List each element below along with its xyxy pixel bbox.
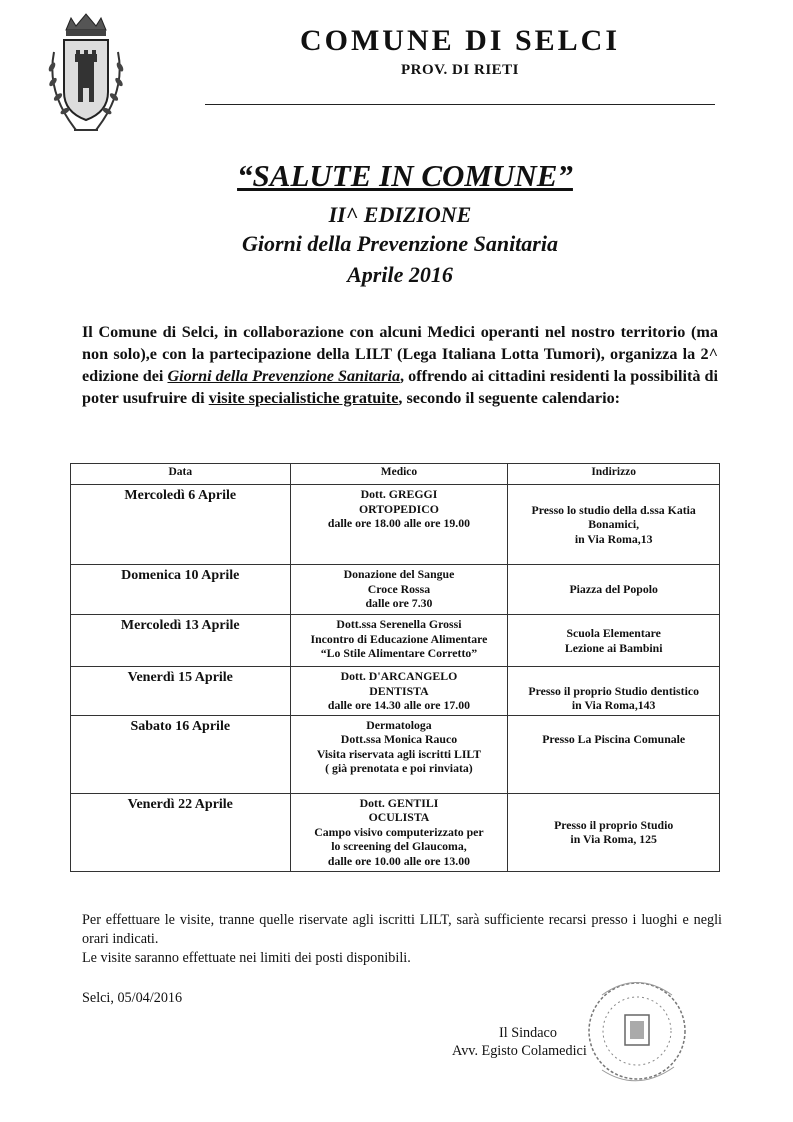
address-line: in Via Roma,13 — [574, 531, 653, 546]
edition-label: II^ EDIZIONE — [328, 202, 472, 227]
row-date: Venerdì 22 Aprile — [71, 793, 291, 871]
footer-note — [82, 911, 722, 968]
medico-line: dalle ore 18.00 alle ore 19.00 — [327, 516, 470, 530]
municipal-crest-icon — [36, 12, 136, 142]
row-date: Mercoledì 13 Aprile — [71, 615, 291, 667]
table-row — [71, 667, 720, 716]
medico-line: dalle ore 14.30 alle ore 17.00 — [327, 698, 470, 712]
medico-line: lo screening del Glaucoma, — [331, 839, 467, 853]
table-row — [71, 615, 720, 667]
schedule-table — [70, 463, 720, 872]
column-header-indirizzo: Indirizzo — [508, 464, 720, 485]
row-medico — [290, 615, 508, 667]
event-month: Aprile 2016 — [347, 262, 453, 287]
row-indirizzo — [508, 793, 720, 871]
medico-line: OCULISTA — [368, 810, 430, 824]
row-indirizzo — [508, 565, 720, 615]
official-stamp-icon — [582, 975, 692, 1087]
table-row — [71, 485, 720, 565]
row-date: Mercoledì 6 Aprile — [71, 485, 291, 565]
intro-emphasis-free-visits: visite specialistiche gratuite — [208, 389, 399, 407]
medico-line: Dott. GENTILI — [359, 795, 439, 810]
address-line: Piazza del Popolo — [569, 582, 658, 597]
row-date: Venerdì 15 Aprile — [71, 667, 291, 716]
address-line: Lezione ai Bambini — [564, 640, 663, 655]
medico-line: “Lo Stile Alimentare Corretto” — [320, 646, 478, 660]
address-line: Presso lo studio della d.ssa Katia — [531, 502, 696, 517]
address-line: Scuola Elementare — [566, 626, 661, 640]
row-date: Domenica 10 Aprile — [71, 565, 291, 615]
table-header-row — [71, 464, 720, 485]
row-date: Sabato 16 Aprile — [71, 715, 291, 793]
row-indirizzo — [508, 485, 720, 565]
medico-line: Campo visivo computerizzato per — [314, 824, 484, 839]
row-medico — [290, 793, 508, 871]
footer-note-line-2: Le visite saranno effettuate nei limiti dei posti disponibili. — [82, 950, 411, 966]
footer-note-line-1: Per effettuare le visite, tranne quelle riservate agli iscritti LILT, sarà sufficiente recarsi presso i luoghi e negli orari indicati. — [82, 912, 722, 947]
medico-line: Dott.ssa Monica Rauco — [340, 732, 458, 746]
row-indirizzo — [508, 615, 720, 667]
medico-line: ( già prenotata e poi rinviata) — [325, 761, 473, 775]
row-indirizzo — [508, 667, 720, 716]
mayor-title: Il Sindaco — [499, 1025, 557, 1041]
address-line: Bonamici, — [588, 517, 640, 532]
address-line: in Via Roma,143 — [571, 698, 656, 712]
table-row — [71, 715, 720, 793]
medico-line: Dott. D'ARCANGELO — [340, 669, 458, 683]
mayor-name: Avv. Egisto Colamedici — [452, 1043, 587, 1059]
medico-line: dalle ore 7.30 — [365, 596, 433, 610]
medico-line: Visita riservata agli iscritti LILT — [316, 746, 482, 761]
medico-line: DENTISTA — [369, 683, 429, 698]
medico-line: Donazione del Sangue — [343, 567, 455, 581]
row-medico — [290, 715, 508, 793]
table-row — [71, 793, 720, 871]
intro-emphasis-prevention: Giorni della Prevenzione Sanitaria — [167, 367, 401, 385]
header-divider — [205, 104, 715, 105]
table-row — [71, 565, 720, 615]
intro-text-2: , offrendo ai cittadini residenti la possibilità di poter usufruire di — [82, 367, 718, 407]
address-line: in Via Roma, 125 — [570, 832, 657, 846]
medico-line: Incontro di Educazione Alimentare — [310, 631, 488, 646]
medico-line: Dott.ssa Serenella Grossi — [336, 617, 462, 631]
medico-line: ORTOPEDICO — [358, 501, 439, 516]
event-title: “SALUTE IN COMUNE” — [237, 158, 573, 193]
row-medico — [290, 485, 508, 565]
address-line: Presso La Piscina Comunale — [542, 731, 686, 746]
medico-line: Dott. GREGGI — [360, 487, 438, 501]
province-subtitle: PROV. DI RIETI — [401, 62, 519, 78]
address-line: Presso il proprio Studio — [554, 817, 674, 832]
row-medico — [290, 667, 508, 716]
intro-text-1: Il Comune di Selci, in collaborazione con alcuni Medici operanti nel nostro territorio (ma non solo),e con la partecipazione della LILT (Lega Italiana Lotta Tumori), organizza la 2^ edizione dei — [82, 323, 718, 385]
column-header-medico: Medico — [290, 464, 508, 485]
municipality-title: COMUNE DI SELCI — [299, 24, 621, 57]
event-subtitle: Giorni della Prevenzione Sanitaria — [242, 231, 558, 256]
medico-line: Dermatologa — [366, 717, 432, 732]
medico-line: dalle ore 10.00 alle ore 13.00 — [327, 853, 470, 868]
place-and-date: Selci, 05/04/2016 — [82, 990, 183, 1006]
intro-text-3: , secondo il seguente calendario: — [398, 389, 621, 407]
row-medico — [290, 565, 508, 615]
medico-line: Croce Rossa — [367, 581, 431, 596]
row-indirizzo — [508, 715, 720, 793]
column-header-date: Data — [71, 464, 291, 485]
address-line: Presso il proprio Studio dentistico — [528, 683, 699, 698]
intro-paragraph — [82, 321, 718, 409]
